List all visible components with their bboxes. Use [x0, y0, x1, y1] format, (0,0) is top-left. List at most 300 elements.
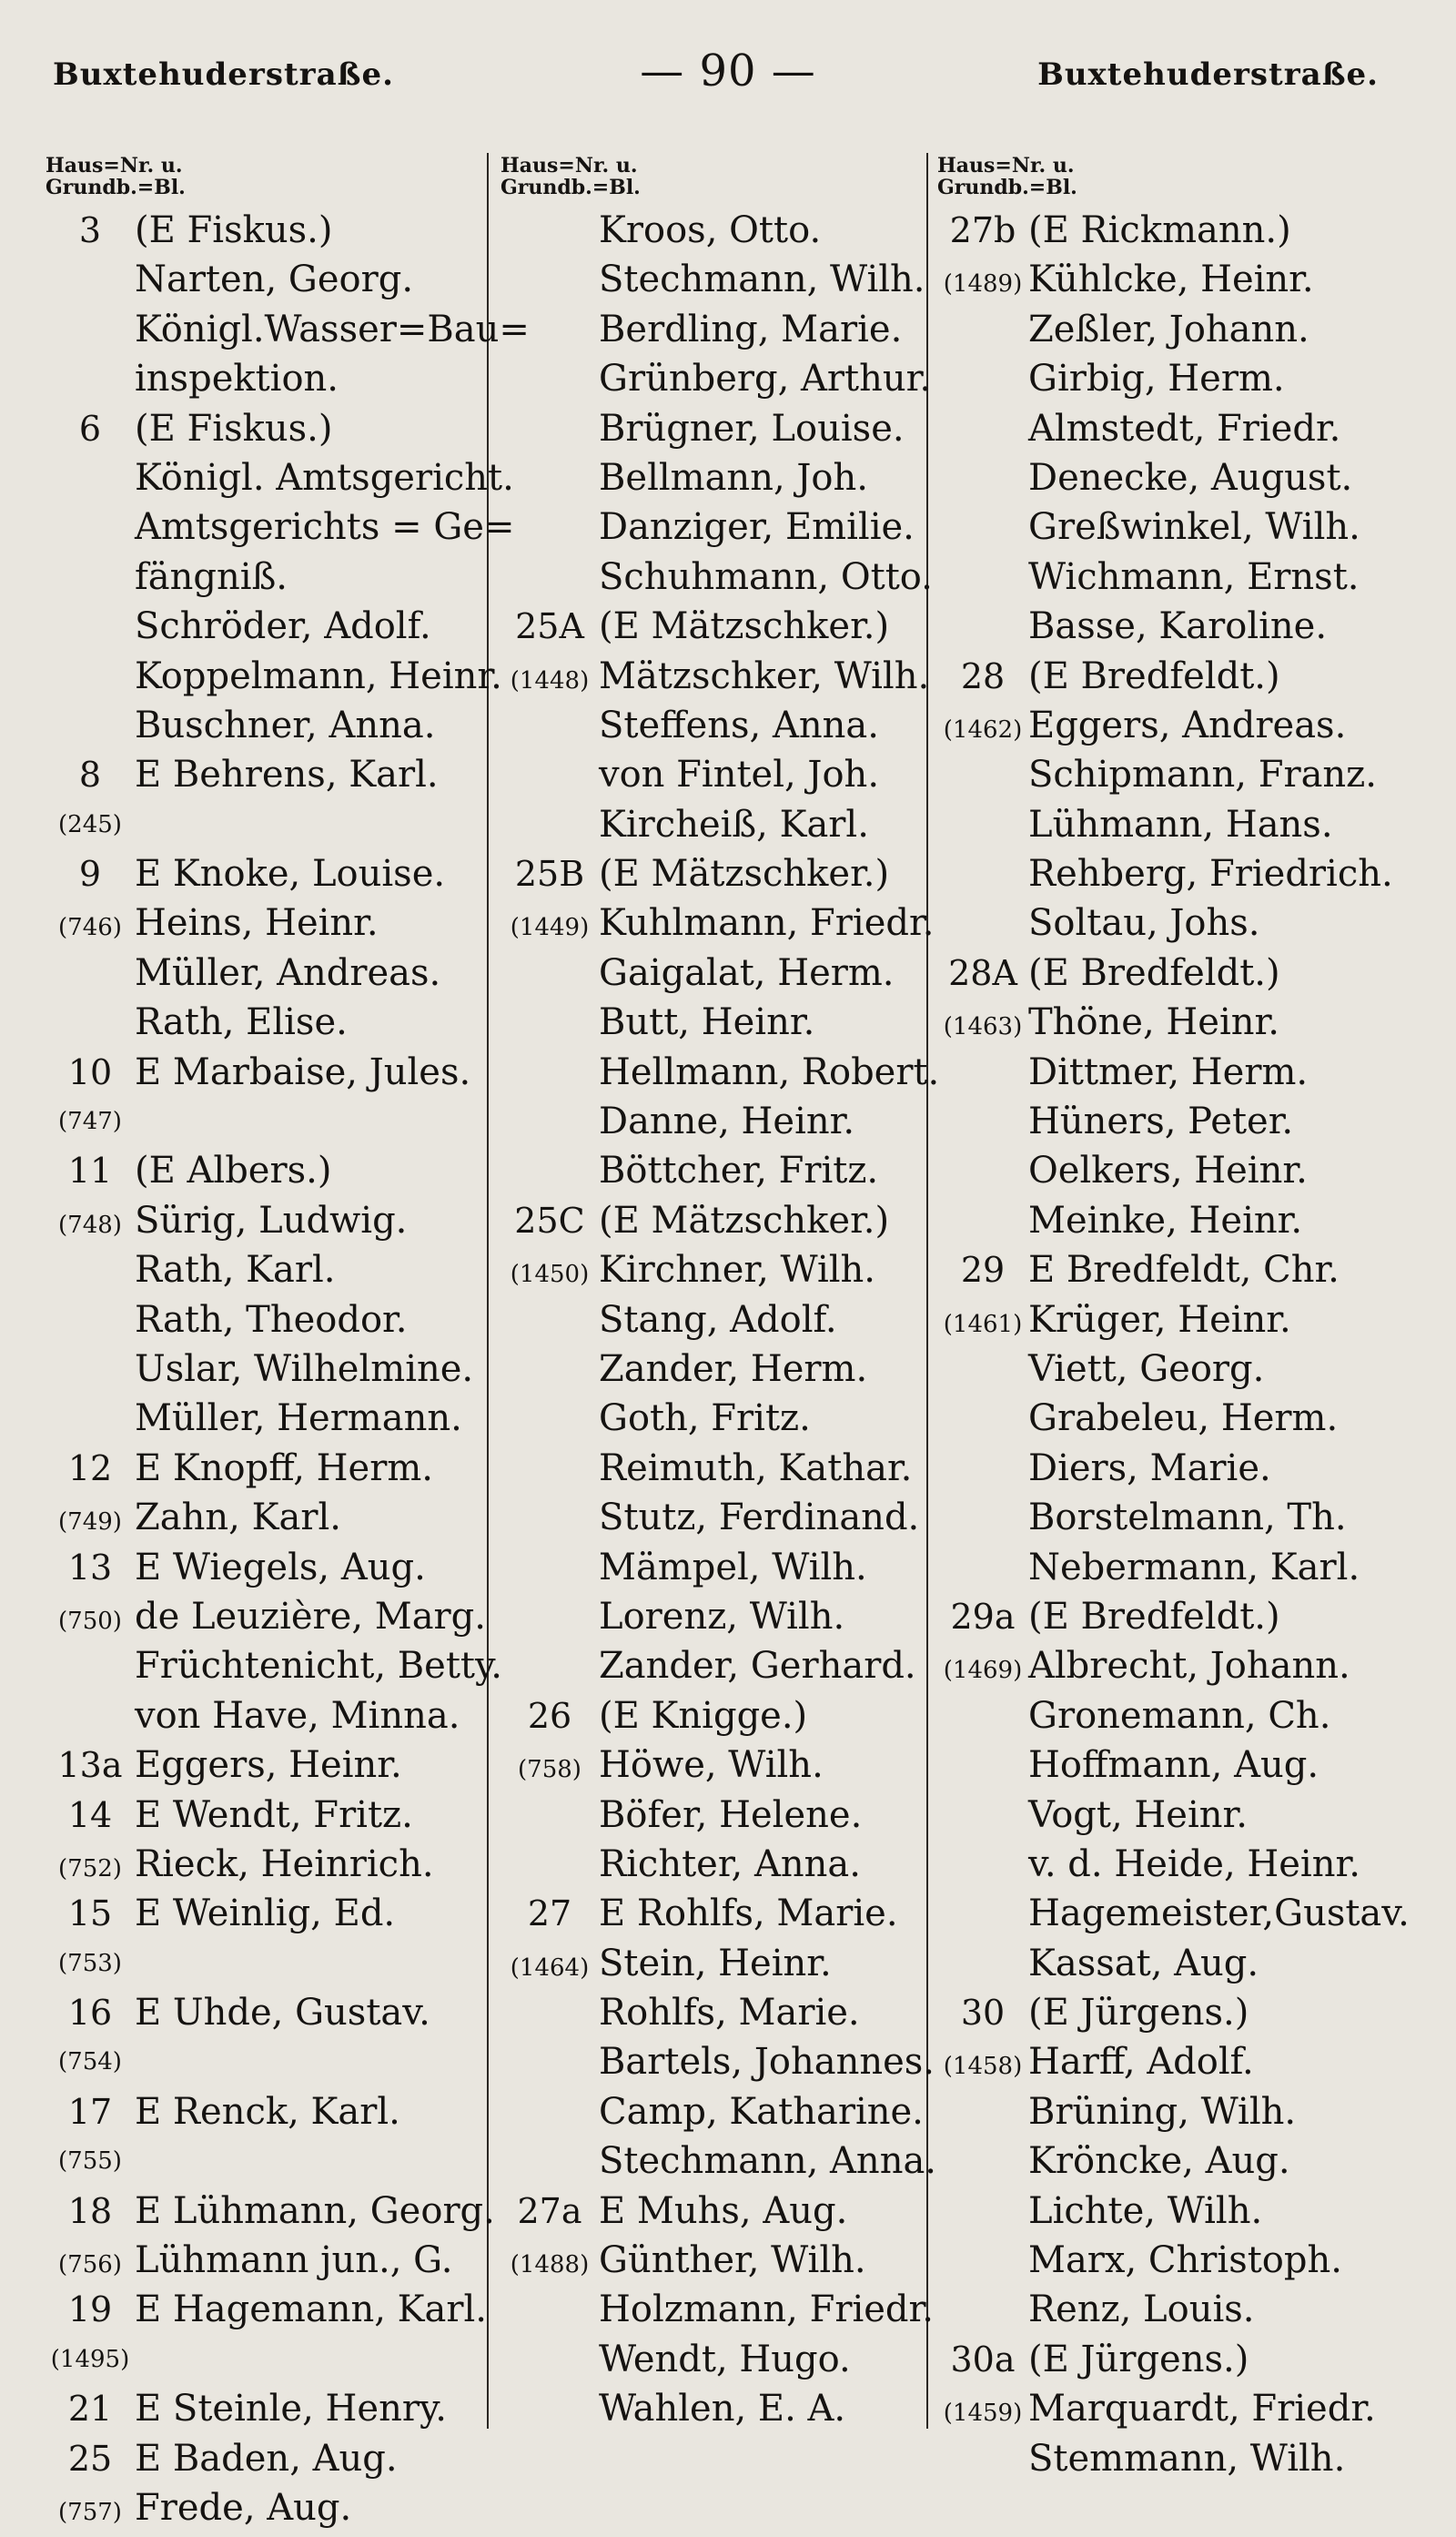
list-item	[937, 1196, 1429, 1245]
resident-entry: (E Bredfeldt.)	[1028, 655, 1280, 697]
house-number: 26	[527, 1695, 572, 1736]
grundbuch-number: (1461)	[943, 1310, 1023, 1338]
house-number: 11	[67, 1151, 113, 1192]
resident-entry: Brügner, Louise.	[599, 407, 905, 450]
grundbuch-number: (757)	[58, 2498, 122, 2526]
house-number: 27a	[517, 2190, 582, 2231]
grundbuch-number: (750)	[58, 1607, 122, 1635]
list-item	[46, 652, 502, 701]
resident-entry: fängniß.	[135, 555, 288, 598]
resident-entry: E Marbaise, Jules.	[135, 1050, 471, 1093]
resident-entry: (E Bredfeldt.)	[1028, 951, 1280, 994]
house-number: 8	[78, 755, 102, 796]
resident-entry: Hoffmann, Aug.	[1028, 1744, 1320, 1787]
resident-entry: Königl.Wasser=Bau=	[135, 308, 530, 350]
resident-entry: Kroos, Otto.	[599, 209, 822, 251]
house-number: 25B	[514, 854, 585, 895]
list-item	[46, 2384, 491, 2433]
resident-entry: (E Mätzschker.)	[599, 1199, 890, 1242]
house-number: 13a	[57, 1745, 123, 1786]
list-item	[500, 1641, 969, 1690]
resident-entry: Kircheiß, Karl.	[599, 803, 869, 846]
resident-entry: E Rohlfs, Marie.	[599, 1893, 898, 1935]
list-item	[46, 502, 515, 552]
resident-entry: Eggers, Heinr.	[135, 1744, 402, 1787]
resident-entry: Hellmann, Robert.	[599, 1050, 940, 1093]
resident-entry: Sürig, Ludwig.	[135, 1199, 408, 1242]
house-number: 13	[67, 1547, 113, 1588]
list-item	[500, 898, 969, 948]
grundbuch-number: (755)	[58, 2147, 122, 2176]
resident-entry: Zahn, Karl.	[135, 1497, 341, 1539]
list-item	[937, 1444, 1429, 1493]
list-item	[46, 2037, 491, 2086]
list-item	[46, 453, 514, 502]
house-number: 9	[78, 854, 102, 895]
list-item	[937, 1791, 1429, 1840]
list-item	[500, 1740, 969, 1790]
resident-entry: (E Mätzschker.)	[599, 605, 890, 648]
list-item	[46, 2087, 491, 2136]
list-item	[500, 404, 969, 453]
list-item	[937, 2087, 1429, 2136]
house-number: 3	[78, 210, 102, 250]
resident-entry: de Leuzière, Marg.	[135, 1595, 486, 1638]
resident-entry: Lühmann jun., G.	[135, 2239, 453, 2282]
resident-entry: Schuhmann, Otto.	[599, 555, 933, 598]
resident-entry: Königl. Amtsgericht.	[135, 456, 514, 499]
house-number: 28	[960, 655, 1006, 696]
resident-entry: E Baden, Aug.	[135, 2437, 398, 2480]
column-2	[500, 155, 969, 2449]
list-item	[46, 1394, 491, 1443]
column-head-line2: Grundb.=Bl.	[46, 176, 186, 199]
list-item	[937, 2187, 1429, 2236]
resident-entry: Wahlen, E. A.	[599, 2388, 846, 2430]
resident-entry: Richter, Anna.	[599, 1842, 861, 1885]
column-head-line2: Grundb.=Bl.	[937, 176, 1077, 199]
resident-entry: Wendt, Hugo.	[599, 2338, 851, 2380]
list-item	[46, 1840, 491, 1889]
resident-entry: Zander, Gerhard.	[599, 1645, 916, 1688]
running-head-left: Buxtehuderstraße.	[53, 56, 394, 93]
resident-entry: E Steinle, Henry.	[135, 2388, 447, 2430]
list-item	[46, 1691, 491, 1740]
resident-entry: Danne, Heinr.	[599, 1101, 855, 1143]
grundbuch-number: (1450)	[510, 1261, 590, 1289]
list-item	[500, 949, 969, 998]
list-item	[46, 1196, 491, 1245]
resident-entry: Rieck, Heinrich.	[135, 1842, 434, 1885]
list-item	[46, 1939, 491, 1988]
list-item	[46, 1245, 491, 1294]
list-item	[937, 1048, 1429, 1097]
resident-entry: Greßwinkel, Wilh.	[1028, 506, 1360, 549]
list-item	[46, 354, 491, 403]
list-item	[937, 800, 1429, 849]
list-item	[937, 1740, 1429, 1790]
list-item	[937, 206, 1429, 255]
house-number: 16	[67, 1993, 113, 2034]
house-number: 6	[78, 408, 102, 449]
resident-entry: Mätzschker, Wilh.	[599, 655, 930, 697]
list-item	[937, 305, 1429, 354]
list-item	[46, 2236, 491, 2285]
list-item	[500, 502, 969, 552]
resident-entry: Lichte, Wilh.	[1028, 2189, 1263, 2232]
list-item	[500, 2087, 969, 2136]
column-head-line1: Haus=Nr. u.	[46, 154, 183, 178]
resident-entry: Brüning, Wilh.	[1028, 2090, 1297, 2133]
list-item	[937, 1691, 1429, 1740]
list-item	[937, 602, 1429, 651]
list-item	[46, 1641, 502, 1690]
house-number: 30a	[950, 2339, 1016, 2380]
list-item	[46, 2187, 495, 2236]
resident-entry: Vogt, Heinr.	[1028, 1793, 1248, 1836]
resident-entry: Soltau, Johs.	[1028, 902, 1260, 945]
list-item	[937, 354, 1429, 403]
resident-entry: E Knopff, Herm.	[135, 1446, 433, 1489]
house-number: 29a	[950, 1596, 1016, 1637]
house-number: 29	[960, 1250, 1006, 1291]
list-item	[937, 2434, 1429, 2483]
list-item	[937, 1146, 1429, 1195]
house-number: 25	[67, 2438, 113, 2479]
list-item	[500, 1493, 969, 1542]
grundbuch-number: (1458)	[943, 2053, 1023, 2081]
resident-entry: Mämpel, Wilh.	[599, 1546, 867, 1588]
resident-entry: Lühmann, Hans.	[1028, 803, 1333, 846]
resident-entry: (E Rickmann.)	[1028, 209, 1291, 251]
list-item	[937, 1840, 1429, 1889]
list-item	[500, 1691, 969, 1740]
house-number: 17	[67, 2091, 113, 2132]
resident-entry: Schipmann, Franz.	[1028, 754, 1377, 797]
resident-entry: Girbig, Herm.	[1028, 358, 1285, 401]
list-item	[500, 998, 969, 1047]
resident-entry: Hüners, Peter.	[1028, 1101, 1294, 1143]
list-item	[937, 1641, 1429, 1690]
list-item	[937, 2285, 1429, 2334]
list-item	[46, 750, 491, 799]
resident-entry: Denecke, August.	[1028, 456, 1353, 499]
resident-entry: Gaigalat, Herm.	[599, 951, 895, 994]
list-item	[500, 1196, 969, 1245]
list-item	[500, 849, 969, 898]
list-item	[46, 1295, 491, 1345]
list-item	[500, 750, 969, 799]
column-head	[500, 155, 969, 206]
resident-entry: Goth, Fritz.	[599, 1397, 811, 1440]
list-item	[500, 1939, 969, 1988]
resident-entry: Grünberg, Arthur.	[599, 358, 932, 401]
resident-entry: Kassat, Aug.	[1028, 1942, 1259, 1984]
resident-entry: (E Fiskus.)	[135, 209, 333, 251]
resident-entry: Lorenz, Wilh.	[599, 1595, 845, 1638]
list-item	[937, 2384, 1429, 2433]
list-item	[500, 553, 969, 602]
list-item	[500, 1592, 969, 1641]
resident-entry: E Wendt, Fritz.	[135, 1793, 413, 1836]
list-item	[937, 898, 1429, 948]
list-item	[500, 2236, 969, 2285]
list-item	[46, 305, 530, 354]
list-item	[937, 1939, 1429, 1988]
list-item	[500, 1295, 969, 1345]
column-head	[937, 155, 1429, 206]
resident-entry: Renz, Louis.	[1028, 2288, 1255, 2331]
list-item	[46, 2434, 491, 2483]
resident-entry: Dittmer, Herm.	[1028, 1050, 1309, 1093]
list-item	[46, 553, 491, 602]
house-number: 25A	[515, 606, 584, 647]
grundbuch-number: (1488)	[510, 2251, 590, 2279]
resident-entry: E Lühmann, Georg.	[135, 2189, 495, 2232]
grundbuch-number: (245)	[58, 810, 122, 838]
list-item	[500, 453, 969, 502]
column-head-line1: Haus=Nr. u.	[500, 154, 638, 178]
house-number: 28A	[948, 952, 1017, 993]
column-head	[46, 155, 491, 206]
list-item	[46, 1740, 491, 1790]
resident-entry: Zeßler, Johann.	[1028, 308, 1309, 350]
resident-entry: (E Fiskus.)	[135, 407, 333, 450]
column-head-line2: Grundb.=Bl.	[500, 176, 641, 199]
list-item	[46, 404, 491, 453]
list-item	[46, 800, 491, 849]
list-item	[500, 1543, 969, 1592]
resident-entry: Eggers, Andreas.	[1028, 704, 1347, 746]
grundbuch-number: (1464)	[510, 1953, 590, 1982]
resident-entry: v. d. Heide, Heinr.	[1028, 1842, 1360, 1885]
resident-entry: Stutz, Ferdinand.	[599, 1497, 920, 1539]
resident-entry: von Fintel, Joh.	[599, 754, 880, 797]
resident-entry: (E Albers.)	[135, 1150, 332, 1192]
list-item	[46, 1493, 491, 1542]
resident-entry: E Wiegels, Aug.	[135, 1546, 426, 1588]
list-item	[937, 502, 1429, 552]
resident-entry: Narten, Georg.	[135, 259, 414, 301]
resident-entry: Buschner, Anna.	[135, 704, 436, 746]
list-item	[500, 602, 969, 651]
list-item	[937, 849, 1429, 898]
grundbuch-number: (753)	[58, 1949, 122, 1977]
resident-entry: Früchtenicht, Betty.	[135, 1645, 502, 1688]
list-item	[46, 2136, 491, 2186]
resident-entry: von Have, Minna.	[135, 1694, 460, 1737]
grundbuch-number: (748)	[58, 1211, 122, 1239]
grundbuch-number: (754)	[58, 2048, 122, 2076]
resident-entry: Bartels, Johannes.	[599, 2041, 935, 2084]
list-item	[46, 602, 491, 651]
house-number: 14	[67, 1794, 113, 1835]
list-item	[500, 305, 969, 354]
resident-entry: Wichmann, Ernst.	[1028, 555, 1360, 598]
list-item	[46, 255, 491, 304]
resident-entry: Heins, Heinr.	[135, 902, 379, 945]
resident-entry: inspektion.	[135, 358, 339, 401]
resident-entry: Stang, Adolf.	[599, 1298, 837, 1341]
list-item	[937, 949, 1429, 998]
list-item	[500, 652, 969, 701]
list-item	[46, 701, 491, 750]
resident-entry: Schröder, Adolf.	[135, 605, 431, 648]
list-item	[500, 2384, 969, 2433]
resident-entry: Böttcher, Fritz.	[599, 1150, 879, 1192]
list-item	[46, 1889, 491, 1938]
list-item	[500, 800, 969, 849]
list-item	[46, 1444, 491, 1493]
list-item	[937, 1394, 1429, 1443]
grundbuch-number: (749)	[58, 1508, 122, 1537]
list-item	[937, 1245, 1429, 1294]
resident-entry: Kirchner, Wilh.	[599, 1249, 876, 1292]
resident-entry: Höwe, Wilh.	[599, 1744, 824, 1787]
resident-entry: Camp, Katharine.	[599, 2090, 924, 2133]
list-item	[46, 1048, 491, 1097]
resident-entry: Almstedt, Friedr.	[1028, 407, 1341, 450]
list-item	[937, 2136, 1429, 2186]
list-item	[937, 750, 1429, 799]
list-item	[937, 1493, 1429, 1542]
resident-entry: Gronemann, Ch.	[1028, 1694, 1331, 1737]
grundbuch-number: (1495)	[50, 2345, 130, 2373]
resident-entry: Uslar, Wilhelmine.	[135, 1347, 474, 1390]
resident-entry: E Weinlig, Ed.	[135, 1893, 396, 1935]
list-item	[46, 849, 491, 898]
grundbuch-number: (758)	[518, 1756, 581, 1784]
resident-entry: Koppelmann, Heinr.	[135, 655, 502, 697]
list-item	[937, 1345, 1429, 1394]
grundbuch-number: (752)	[58, 1854, 122, 1882]
resident-entry: Müller, Andreas.	[135, 951, 441, 994]
resident-entry: (E Jürgens.)	[1028, 1992, 1249, 2035]
running-head-right: Buxtehuderstraße.	[1037, 56, 1379, 93]
resident-entry: Viett, Georg.	[1028, 1347, 1265, 1390]
list-item	[937, 1543, 1429, 1592]
resident-entry: E Uhde, Gustav.	[135, 1992, 430, 2035]
house-number: 19	[67, 2289, 113, 2330]
list-item	[500, 1245, 969, 1294]
list-item	[937, 2037, 1429, 2086]
list-item	[500, 2136, 969, 2186]
entry-list	[46, 206, 530, 2532]
resident-entry: Kuhlmann, Friedr.	[599, 902, 935, 945]
list-item	[937, 2236, 1429, 2285]
list-item	[500, 2285, 969, 2334]
list-item	[46, 1791, 491, 1840]
resident-entry: Borstelmann, Th.	[1028, 1497, 1347, 1539]
list-item	[46, 2335, 491, 2384]
house-number: 27b	[949, 210, 1016, 250]
resident-entry: Grabeleu, Herm.	[1028, 1397, 1339, 1440]
resident-entry: Oelkers, Heinr.	[1028, 1150, 1308, 1192]
grundbuch-number: (756)	[58, 2251, 122, 2279]
resident-entry: Hagemeister,Gustav.	[1028, 1893, 1410, 1935]
list-item	[937, 1295, 1429, 1345]
resident-entry: Bellmann, Joh.	[599, 456, 868, 499]
list-item	[500, 1394, 969, 1443]
list-item	[46, 206, 491, 255]
resident-entry: Krüger, Heinr.	[1028, 1298, 1291, 1341]
resident-entry: Reimuth, Kathar.	[599, 1446, 913, 1489]
grundbuch-number: (1448)	[510, 666, 590, 695]
list-item	[500, 701, 969, 750]
entry-list	[500, 206, 969, 2434]
resident-entry: Müller, Hermann.	[135, 1397, 462, 1440]
list-item	[500, 1444, 969, 1493]
resident-entry: Meinke, Heinr.	[1028, 1199, 1303, 1242]
resident-entry: (E Bredfeldt.)	[1028, 1595, 1280, 1638]
resident-entry: Amtsgerichts = Ge=	[135, 506, 515, 549]
list-item	[937, 998, 1429, 1047]
resident-entry: Zander, Herm.	[599, 1347, 868, 1390]
house-number: 10	[67, 1051, 113, 1092]
resident-entry: E Behrens, Karl.	[135, 754, 439, 797]
column-head-line1: Haus=Nr. u.	[937, 154, 1075, 178]
resident-entry: (E Knigge.)	[599, 1694, 808, 1737]
grundbuch-number: (1459)	[943, 2400, 1023, 2428]
grundbuch-number: (1449)	[510, 914, 590, 942]
list-item	[500, 354, 969, 403]
column-3	[937, 154, 1429, 2480]
resident-entry: Stein, Heinr.	[599, 1942, 832, 1984]
resident-entry: Frede, Aug.	[135, 2486, 352, 2529]
house-number: 15	[67, 1893, 113, 1934]
resident-entry: Böfer, Helene.	[599, 1793, 863, 1836]
resident-entry: (E Jürgens.)	[1028, 2338, 1249, 2380]
list-item	[46, 998, 491, 1047]
list-item	[500, 206, 969, 255]
resident-entry: Berdling, Marie.	[599, 308, 903, 350]
house-number: 18	[67, 2190, 113, 2231]
list-item	[937, 404, 1429, 453]
list-item	[500, 1345, 969, 1394]
list-item	[937, 701, 1429, 750]
resident-entry: Günther, Wilh.	[599, 2239, 866, 2282]
list-item	[937, 553, 1429, 602]
resident-entry: Diers, Marie.	[1028, 1446, 1271, 1489]
list-item	[500, 1840, 969, 1889]
list-item	[937, 1988, 1429, 2037]
resident-entry: Holzmann, Friedr.	[599, 2288, 934, 2331]
list-item	[937, 1592, 1429, 1641]
resident-entry: E Renck, Karl.	[135, 2090, 400, 2133]
house-number: 30	[960, 1993, 1006, 2034]
resident-entry: Nebermann, Karl.	[1028, 1546, 1360, 1588]
list-item	[46, 1543, 491, 1592]
list-item	[46, 898, 491, 948]
list-item	[937, 2335, 1429, 2384]
house-number: 27	[527, 1893, 572, 1934]
resident-entry: E Hagemann, Karl.	[135, 2288, 488, 2331]
list-item	[937, 1097, 1429, 1146]
resident-entry: Butt, Heinr.	[599, 1001, 815, 1044]
grundbuch-number: (1463)	[943, 1013, 1023, 1041]
list-item	[500, 2335, 969, 2384]
resident-entry: Stemmann, Wilh.	[1028, 2437, 1346, 2480]
house-number: 21	[67, 2389, 113, 2430]
resident-entry: Harff, Adolf.	[1028, 2041, 1254, 2084]
resident-entry: Thöne, Heinr.	[1028, 1001, 1279, 1044]
resident-entry: Rath, Karl.	[135, 1249, 336, 1292]
resident-entry: E Knoke, Louise.	[135, 853, 446, 896]
resident-entry: Kröncke, Aug.	[1028, 2140, 1290, 2183]
list-item	[500, 2187, 969, 2236]
list-item	[500, 1988, 969, 2037]
list-item	[46, 1097, 491, 1146]
